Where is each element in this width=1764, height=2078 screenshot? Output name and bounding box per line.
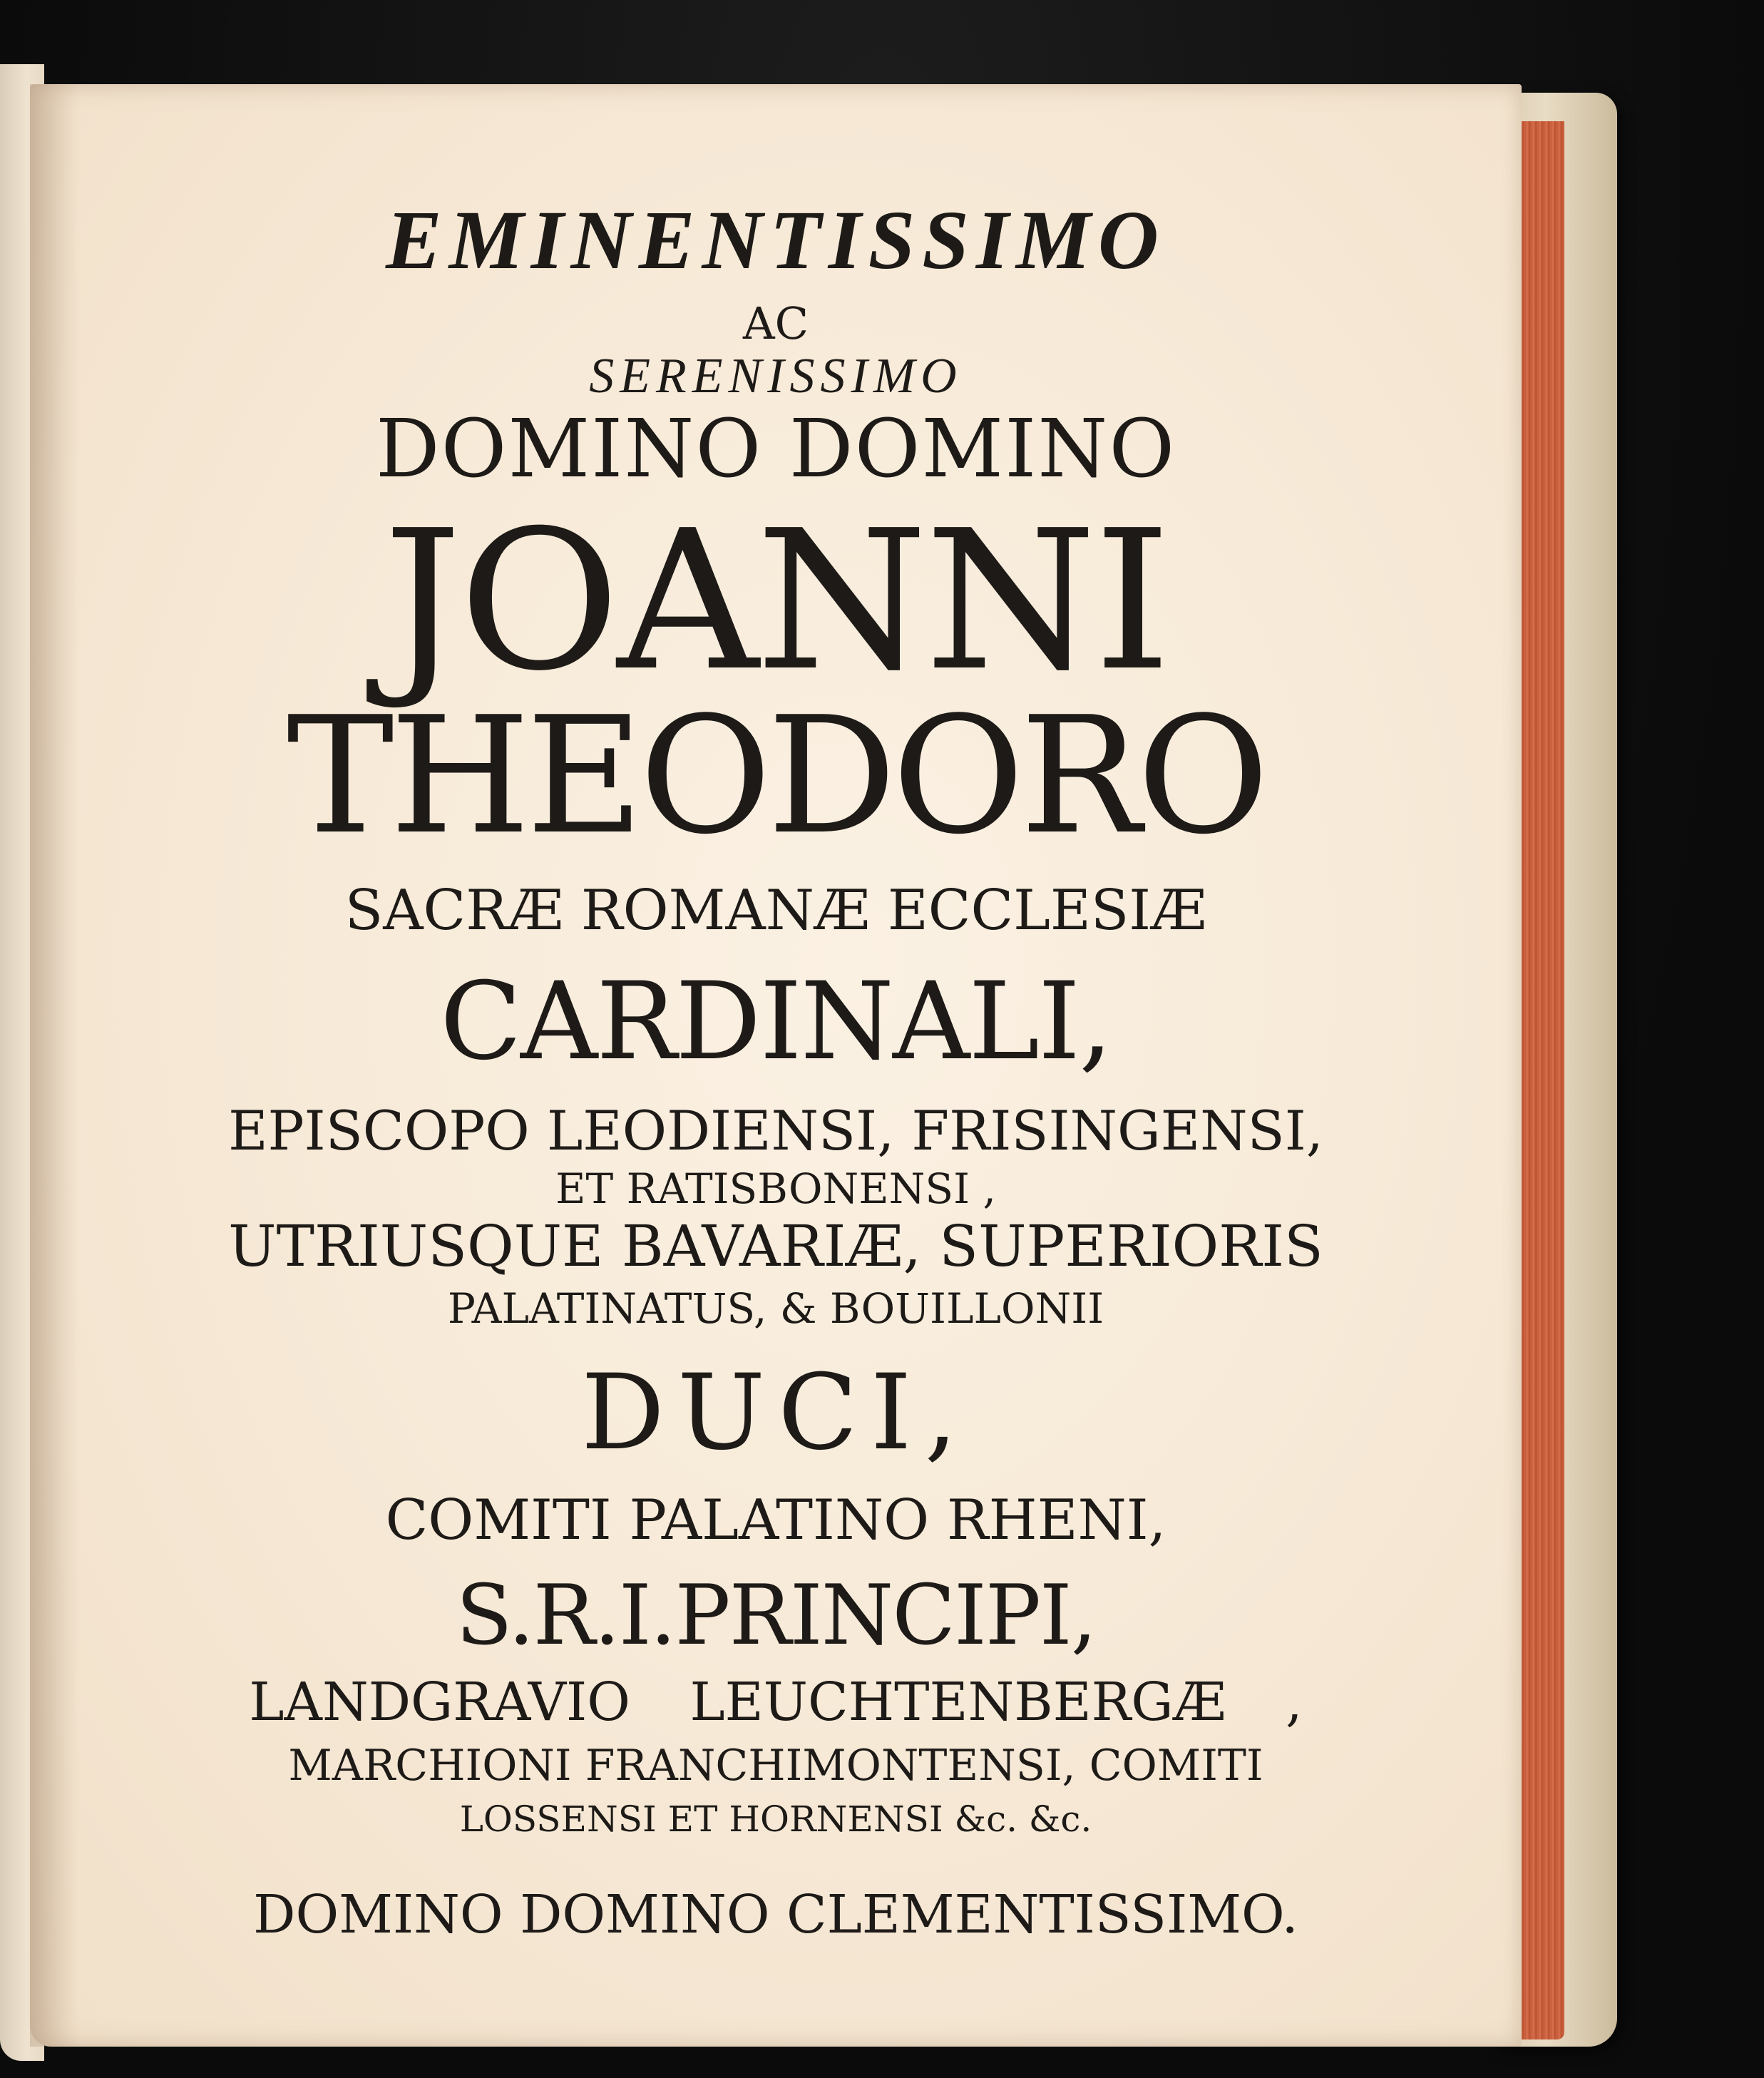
dedication-line-sacrae: SACRÆ ROMANÆ ECCLESIÆ	[344, 879, 1207, 943]
dedication-line-principi: S.R.I.PRINCIPI,	[456, 1567, 1096, 1664]
dedication-line-landgravio: LANDGRAVIO LEUCHTENBERGÆ ,	[249, 1672, 1303, 1733]
dedication-line-ratisbonensi: ET RATISBONENSI ,	[555, 1165, 996, 1213]
dedication-line-episcopo: EPISCOPO LEODIENSI, FRISINGENSI,	[228, 1099, 1323, 1162]
dedication-line-serenissimo: SERENISSIMO	[589, 349, 963, 404]
dedication-line-lossensi: LOSSENSI ET HORNENSI &c. &c.	[459, 1798, 1092, 1840]
dedication-line-ac: AC	[742, 297, 809, 349]
dedication-line-theodoro: THEODORO	[286, 682, 1265, 870]
dedication-line-utriusque: UTRIUSQUE BAVARIÆ, SUPERIORIS	[228, 1213, 1323, 1279]
dedication-line-clementissimo: DOMINO DOMINO CLEMENTISSIMO.	[253, 1884, 1298, 1945]
dedication-line-eminentissimo: EMINENTISSIMO	[386, 193, 1166, 287]
dedication-text	[30, 84, 1522, 2047]
dedication-line-duci: DUCI,	[581, 1352, 970, 1473]
dedication-line-joanni: JOANNI	[383, 488, 1169, 713]
dedication-line-cardinali: CARDINALI,	[440, 960, 1112, 1084]
dedication-line-marchioni: MARCHIONI FRANCHIMONTENSI, COMITI	[288, 1741, 1263, 1791]
dedication-line-palatinatus: PALATINATUS, & BOUILLONII	[447, 1284, 1104, 1333]
dedication-line-domino-domino: DOMINO DOMINO	[375, 403, 1176, 496]
title-page	[30, 84, 1522, 2047]
dedication-line-comiti-palatino: COMITI PALATINO RHENI,	[385, 1488, 1166, 1552]
